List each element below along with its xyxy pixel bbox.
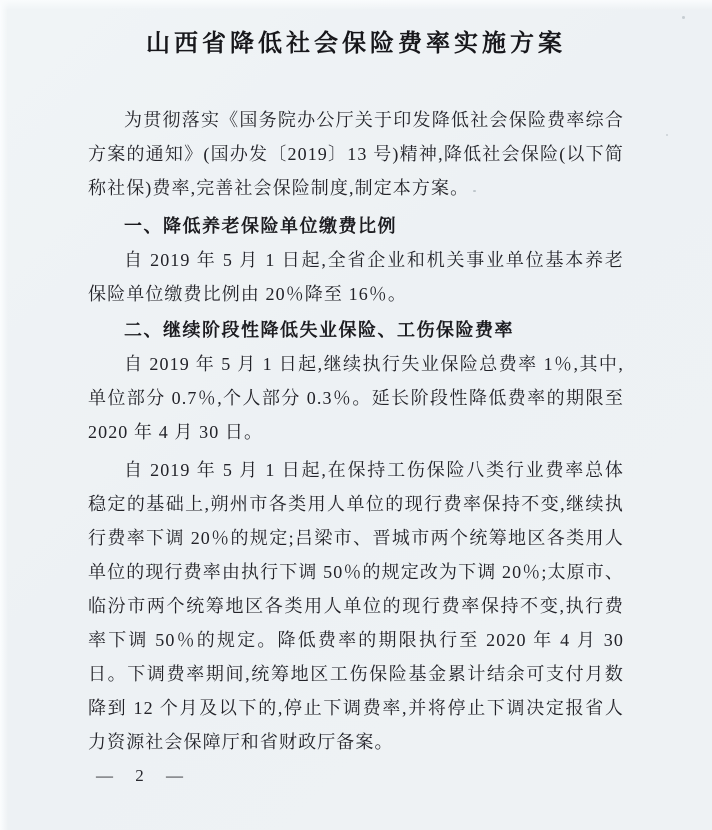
paragraph-pension-rate: 自 2019 年 5 月 1 日起,全省企业和机关事业单位基本养老保险单位缴费比例由 20％降至 16％。 xyxy=(88,250,624,304)
document-title: 山西省降低社会保险费率实施方案 xyxy=(146,31,566,57)
paragraph-workinjury-rate: 自 2019 年 5 月 1 日起,在保持工伤保险八类行业费率总体稳定的基础上,朔州市各类用人单位的现行费率保持不变,继续执行费率下调 20％的规定;吕梁市、晋城市两个统筹地区各类用人单位的现行费率由执行下调 50％的规定改为下调 20％;太原市、临汾市两个统筹地区各类用人单位的现行费率保持不变,执行费率下调 50％的规定。降低费率的期限执行至 2020 年 4 月 30 日。下调费率期间,统筹地区工伤保险基金累计结余可支付月数降到 12 个月及以下的,停止下调费率,并将停止下调决定报省人力资源社会保障厅和省财政厅备案。 xyxy=(88,460,624,752)
scan-edge-top xyxy=(0,0,712,10)
scan-noise-speck xyxy=(682,16,685,19)
section-heading-1-pension: 一、降低养老保险单位缴费比例 xyxy=(124,216,397,236)
paragraph-preamble: 为贯彻落实《国务院办公厅关于印发降低社会保险费率综合方案的通知》(国办发〔2019〕13 号)精神,降低社会保险(以下简称社保)费率,完善社会保险制度,制定本方案。 xyxy=(88,110,624,198)
scan-noise-speck xyxy=(666,134,668,136)
scan-edge-left xyxy=(0,0,8,830)
section-heading-2-unemployment-workinjury: 二、继续阶段性降低失业保险、工伤保险费率 xyxy=(124,320,514,340)
page-number: — 2 — xyxy=(96,766,185,785)
paragraph-unemployment-rate: 自 2019 年 5 月 1 日起,继续执行失业保险总费率 1％,其中,单位部分 0.7％,个人部分 0.3％。延长阶段性降低费率的期限至 2020 年 4 月 30 日。 xyxy=(88,354,624,442)
